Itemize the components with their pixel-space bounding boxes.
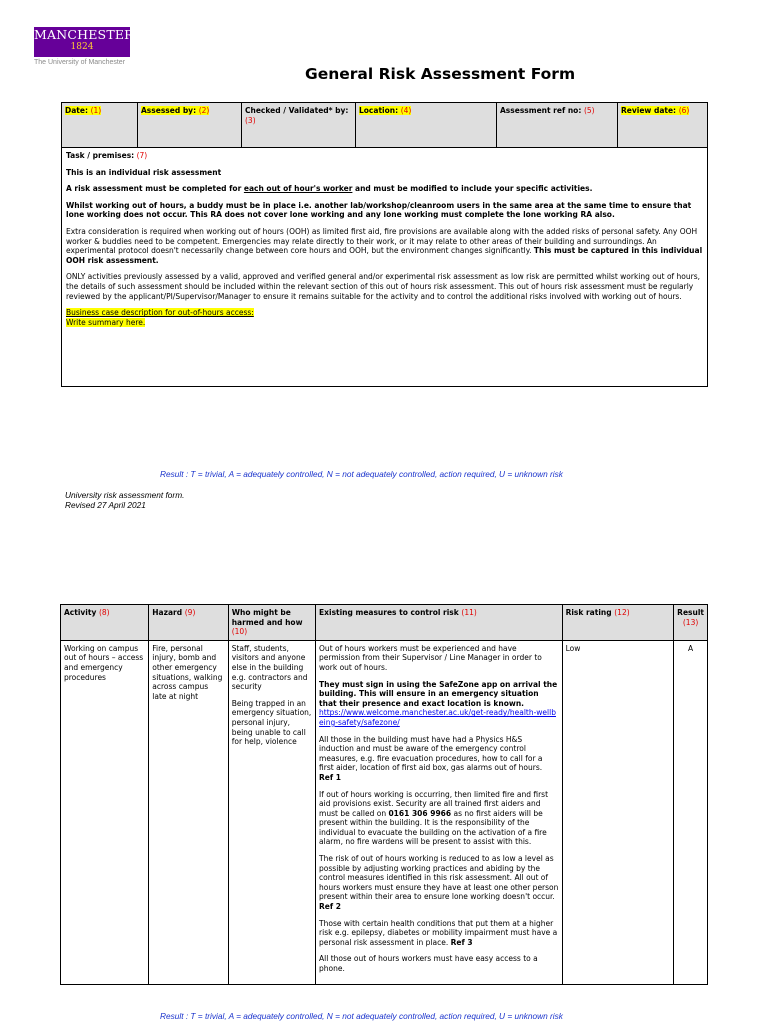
hazard-cell[interactable]: Fire, personal injury, bomb and other emergency situations, walking across campus late at night (149, 640, 228, 984)
risk-table-header (61, 605, 708, 641)
logo-badge (34, 27, 134, 57)
page-title: General Risk Assessment Form (305, 65, 576, 83)
logo-year: 1824 (70, 41, 94, 52)
checked-by-cell[interactable]: Checked / Validated* by: (3) (242, 103, 356, 148)
col-result: Result (13) (674, 605, 708, 641)
completion-note: A risk assessment must be completed for each out of hour's worker and must be modified to include your specific activities. (66, 184, 593, 194)
risk-table (60, 604, 708, 985)
logo-subtitle: The University of Manchester (34, 59, 126, 66)
individual-note: This is an individual risk assessment (66, 167, 222, 177)
col-rating: Risk rating (12) (562, 605, 674, 641)
who-cell[interactable]: Staff, students, visitors and anyone else in the building e.g. contractors and security Being trapped in an emergency situation, personal injury, being unable to call for help, violence (228, 640, 315, 984)
table-row (61, 640, 708, 984)
header-row (62, 103, 708, 148)
result-cell[interactable]: A (674, 640, 708, 984)
task-row (62, 148, 708, 387)
logo-name: MANCHESTER (34, 27, 134, 42)
assessed-by-cell[interactable]: Assessed by: (2) (138, 103, 242, 148)
ooh-consideration: Extra consideration is required when working out of hours (OOH) as limited first aid, fire provisions are available along with the added risks of personal safety. Any OOH worker & buddies need to be competent. Emergencies may relate directly to their work, or it may relate to other areas of their building and surroundings. An experimental protocol doesn't necessarily change between core hours and OOH, but the environment changes significantly. This must be captured in this individual OOH risk assessment. (66, 226, 703, 265)
business-case-summary[interactable]: Write summary here. (66, 317, 146, 327)
business-case[interactable] (66, 308, 703, 327)
safezone-link[interactable]: https://www.welcome.manchester.ac.uk/get-ready/health-wellbeing-safety/safezone/ (319, 708, 556, 727)
business-case-label: Business case description for out-of-hours access: (66, 308, 254, 318)
review-date-cell[interactable]: Review date: (6) (618, 103, 708, 148)
footnote-revised: Revised 27 April 2021 (65, 500, 146, 511)
footnote (65, 490, 184, 511)
col-measures: Existing measures to control risk (11) (316, 605, 563, 641)
col-hazard: Hazard (9) (149, 605, 228, 641)
task-cell: Task / premises: (7) This is an individual risk assessment A risk assessment must be completed for each out of hour's worker and must be modified to include your specific activities. Whilst working out of hours, a buddy must be in place i.e. another lab/workshop/cleanroom users in the same area at the same time to ensure that lone working does not occur. This RA does not cover lone working and any lone working must complete the lone working RA also. Extra consideration is required when working out of hours (OOH) as limited first aid, fire provisions are available along with the added risks of personal safety. Any OOH worker & buddies need to be competent. Emergencies may relate directly to their work, or it may relate to other areas of their building and surroundings. An experimental protocol doesn't necessarily change between core hours and OOH, but the environment changes significantly. This must be captured in this individual OOH risk assessment. ONLY activities previously assessed by a valid, approved and verified general and/or experimental risk assessment as low risk are permitted whilst working out of hours, the details of such assessment should be included within the relevant section of this out of hours risk assessment. This out of hours risk assessment must be regularly reviewed by the applicant/PI/Supervisor/Manager to ensure it remains suitable for the activity and to control the additional risks involved with working out of hours. Business case description for out-of-hours access: Write summary here. (62, 148, 708, 387)
footnote-form: University risk assessment form. (65, 490, 185, 500)
col-who: Who might be harmed and how (10) (228, 605, 315, 641)
result-legend-bottom: Result : T = trivial, A = adequately controlled, N = not adequately controlled, action required, U = unknown risk (160, 1011, 563, 1021)
rating-cell[interactable]: Low (562, 640, 674, 984)
activity-cell[interactable]: Working on campus out of hours – access and emergency procedures (61, 640, 149, 984)
location-cell[interactable]: Location: (4) (356, 103, 497, 148)
measures-cell[interactable]: Out of hours workers must be experienced and have permission from their Supervisor / Line Manager in order to work out of hours. They must sign in using the SafeZone app on arrival the building. This will ensure in an emergency situation that their presence and exact location is known. https://www.welcome.manchester.ac.uk/get-ready/health-wellbeing-safety/safezone/ All those in the building must have had a Physics H&S induction and must be aware of the emergency control measures, e.g. fire evacuation procedures, how to call for a first aider, location of first aid box, gas alarms out of hours. Ref 1 If out of hours working is occurring, then limited fire and first aid provisions exist. Security are all trained first aiders and must be called on 0161 306 9966 as no first aiders will be present within the building. It is the responsibility of the individual to evacuate the building on the activation of a fire alarm, no fire wardens will be present to assist with this. The risk of out of hours working is reduced to as low a level as possible by adjusting working practices and abiding by the control measures identified in this risk assessment. All out of hours workers must ensure they have at least one other person present within their area to ensure lone working doesn't occur. Ref 2 Those with certain health conditions that put them at a higher risk e.g. epilepsy, diabetes or mobility impairment must have a personal risk assessment in place. Ref 3 All those out of hours workers must have easy access to a phone. (316, 640, 563, 984)
result-legend: Result : T = trivial, A = adequately controlled, N = not adequately controlled, action required, U = unknown risk (160, 469, 563, 479)
university-logo (34, 27, 134, 66)
ref-no-cell[interactable]: Assessment ref no: (5) (497, 103, 618, 148)
permitted-activities: ONLY activities previously assessed by a valid, approved and verified general and/or experimental risk assessment as low risk are permitted whilst working out of hours, the details of such assessment should be included within the relevant section of this out of hours risk assessment. This out of hours risk assessment must be regularly reviewed by the applicant/PI/Supervisor/Manager to ensure it remains suitable for the activity and to control the additional risks involved with working out of hours. (66, 272, 701, 301)
col-activity: Activity (8) (61, 605, 149, 641)
assessment-header-table (61, 102, 708, 387)
task-label: Task / premises: (66, 151, 135, 160)
buddy-note: Whilst working out of hours, a buddy must be in place i.e. another lab/workshop/cleanroom users in the same area at the same time to ensure that lone working does not occur. This RA does not cover lone working and any lone working must complete the lone working RA also. (66, 200, 692, 220)
date-cell[interactable]: Date: (1) (62, 103, 138, 148)
